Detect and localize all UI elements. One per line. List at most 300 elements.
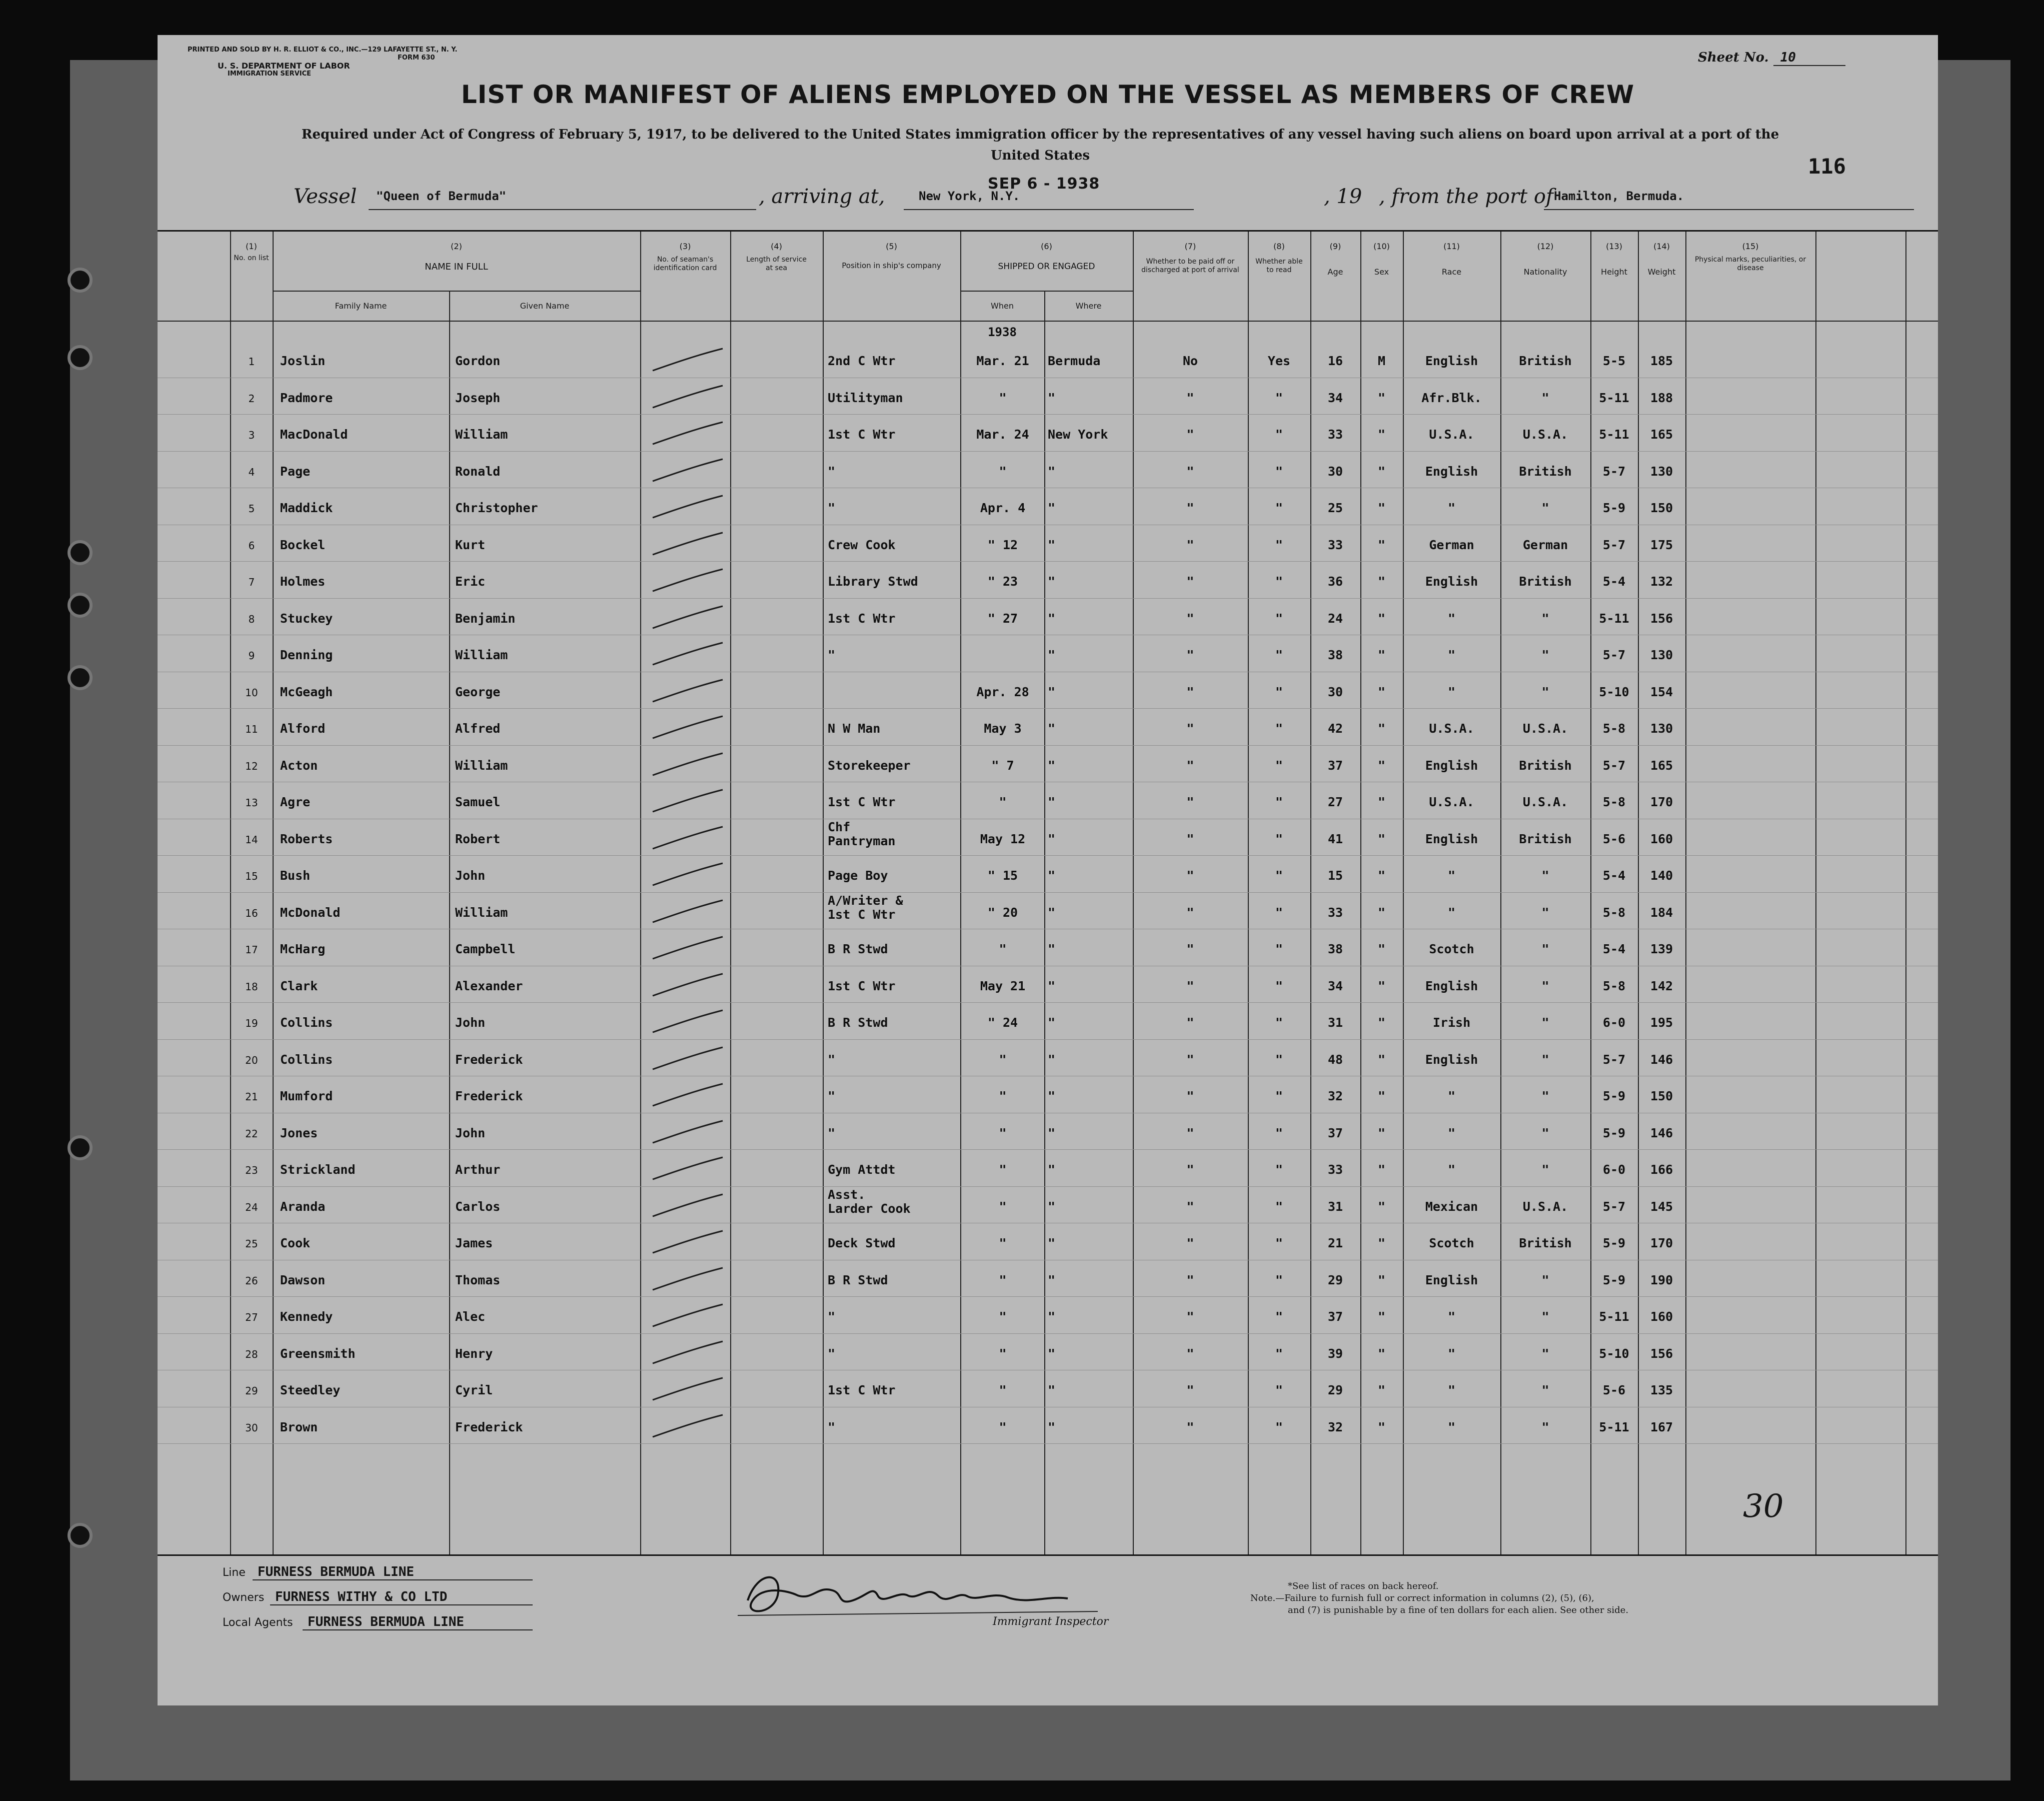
cell-weight: 140 bbox=[1650, 868, 1673, 883]
cell-nationality: U.S.A. bbox=[1522, 1199, 1568, 1214]
cell-age: 37 bbox=[1327, 758, 1343, 773]
year-label: , 19 bbox=[1324, 185, 1362, 208]
cell-position-continued: Pantryman bbox=[828, 833, 896, 848]
cell-family: Bockel bbox=[280, 537, 326, 552]
cell-age: 25 bbox=[1327, 501, 1343, 515]
cell-sex: " bbox=[1377, 868, 1386, 883]
cell-paid-off: " bbox=[1186, 1383, 1194, 1397]
cell-race: " bbox=[1447, 1125, 1456, 1140]
cell-race: " bbox=[1447, 684, 1456, 699]
row-number: 7 bbox=[248, 576, 255, 588]
row-number: 13 bbox=[245, 797, 258, 809]
cell-family: Brown bbox=[280, 1419, 318, 1434]
cell-height: 5-4 bbox=[1602, 942, 1626, 956]
cell-where: " bbox=[1048, 1199, 1056, 1214]
cell-nationality: " bbox=[1541, 611, 1549, 626]
cell-age: 39 bbox=[1327, 1346, 1343, 1361]
cell-sex: " bbox=[1377, 390, 1386, 405]
id-card-check-mark bbox=[645, 896, 730, 926]
cell-race: U.S.A. bbox=[1429, 427, 1474, 442]
cell-read: " bbox=[1275, 1272, 1283, 1287]
cell-read: " bbox=[1275, 1346, 1283, 1361]
races-note: *See list of races on back hereof. bbox=[1288, 1581, 1439, 1591]
cell-nationality: " bbox=[1541, 684, 1549, 699]
column-divider bbox=[1815, 232, 1816, 1554]
cell-given: Frederick bbox=[455, 1419, 523, 1434]
cell-when: " 20 bbox=[987, 905, 1018, 920]
cell-given: Thomas bbox=[455, 1272, 501, 1287]
cell-when: " bbox=[999, 1419, 1007, 1434]
crew-table bbox=[158, 230, 1938, 1556]
cell-given: Henry bbox=[455, 1346, 493, 1361]
cell-age: 48 bbox=[1327, 1052, 1343, 1067]
cell-when: " bbox=[999, 1052, 1007, 1067]
column-divider bbox=[640, 232, 641, 1554]
cell-family: Stuckey bbox=[280, 611, 333, 626]
cell-where: " bbox=[1048, 684, 1056, 699]
cell-position: 1st C Wtr bbox=[828, 1383, 896, 1397]
id-card-check-mark bbox=[645, 345, 730, 375]
cell-family: Joslin bbox=[280, 354, 326, 368]
cell-height: 5-11 bbox=[1599, 1309, 1629, 1324]
cell-when: " bbox=[999, 390, 1007, 405]
cell-position: 1st C Wtr bbox=[828, 427, 896, 442]
cell-given: Cyril bbox=[455, 1383, 493, 1397]
cell-weight: 184 bbox=[1650, 905, 1673, 920]
cell-race: " bbox=[1447, 1089, 1456, 1103]
cell-height: 5-7 bbox=[1602, 648, 1626, 662]
binder-hole bbox=[68, 540, 93, 565]
cell-age: 32 bbox=[1327, 1419, 1343, 1434]
cell-weight: 150 bbox=[1650, 501, 1673, 515]
cell-family: Collins bbox=[280, 1052, 333, 1067]
cell-nationality: U.S.A. bbox=[1522, 795, 1568, 809]
cell-when: " bbox=[999, 1089, 1007, 1103]
cell-position: Chf bbox=[828, 819, 851, 834]
cell-where: " bbox=[1048, 611, 1056, 626]
col-num-read: (8) bbox=[1273, 242, 1285, 251]
cell-weight: 130 bbox=[1650, 721, 1673, 736]
cell-height: 6-0 bbox=[1602, 1015, 1626, 1030]
cell-family: Collins bbox=[280, 1015, 333, 1030]
cell-when: " bbox=[999, 1199, 1007, 1214]
header-able-to-read: Whether able to read bbox=[1255, 258, 1303, 274]
cell-height: 6-0 bbox=[1602, 1162, 1626, 1177]
manifest-footer bbox=[158, 1555, 1938, 1685]
cell-where: " bbox=[1048, 868, 1056, 883]
cell-weight: 160 bbox=[1650, 831, 1673, 846]
year-note: 1938 bbox=[988, 325, 1017, 339]
cell-height: 5-7 bbox=[1602, 464, 1626, 479]
cell-read: " bbox=[1275, 1052, 1283, 1067]
cell-family: Strickland bbox=[280, 1162, 356, 1177]
cell-nationality: " bbox=[1541, 1125, 1549, 1140]
cell-weight: 190 bbox=[1650, 1272, 1673, 1287]
cell-when: " 23 bbox=[987, 574, 1018, 589]
name-subheader-divider bbox=[273, 291, 640, 292]
cell-read: " bbox=[1275, 942, 1283, 956]
cell-paid-off: " bbox=[1186, 390, 1194, 405]
cell-family: Bush bbox=[280, 868, 311, 883]
cell-nationality: U.S.A. bbox=[1522, 427, 1568, 442]
when-where-divider bbox=[1044, 291, 1045, 1554]
id-card-check-mark bbox=[645, 933, 730, 963]
id-card-check-mark bbox=[645, 1043, 730, 1073]
cell-race: " bbox=[1447, 1419, 1456, 1434]
cell-family: Roberts bbox=[280, 831, 333, 846]
header-family-name: Family Name bbox=[335, 301, 387, 311]
cell-nationality: " bbox=[1541, 1015, 1549, 1030]
cell-sex: " bbox=[1377, 611, 1386, 626]
cell-age: 37 bbox=[1327, 1125, 1343, 1140]
cell-age: 36 bbox=[1327, 574, 1343, 589]
total-count: 30 bbox=[1743, 1488, 1784, 1525]
vessel-line bbox=[294, 185, 1914, 213]
form-number: FORM 630 bbox=[398, 54, 435, 62]
header-race: Race bbox=[1441, 267, 1462, 277]
cell-when: " bbox=[999, 1162, 1007, 1177]
cell-position: B R Stwd bbox=[828, 942, 888, 956]
row-number: 19 bbox=[245, 1017, 258, 1029]
cell-position: " bbox=[828, 648, 836, 662]
cell-age: 16 bbox=[1327, 354, 1343, 368]
id-card-check-mark bbox=[645, 1374, 730, 1404]
cell-read: " bbox=[1275, 795, 1283, 809]
row-divider bbox=[158, 1443, 1938, 1444]
row-number: 8 bbox=[248, 613, 255, 625]
cell-read: " bbox=[1275, 758, 1283, 773]
cell-paid-off: No bbox=[1182, 354, 1198, 368]
cell-read: " bbox=[1275, 574, 1283, 589]
row-number: 6 bbox=[248, 539, 255, 552]
header-no-on-list: No. on list bbox=[234, 254, 269, 262]
cell-family: Denning bbox=[280, 648, 333, 662]
header-where: Where bbox=[1075, 301, 1102, 311]
cell-paid-off: " bbox=[1186, 1125, 1194, 1140]
cell-weight: 150 bbox=[1650, 1089, 1673, 1103]
cell-sex: " bbox=[1377, 684, 1386, 699]
cell-age: 34 bbox=[1327, 390, 1343, 405]
cell-nationality: " bbox=[1541, 978, 1549, 993]
binder-hole bbox=[68, 1523, 93, 1548]
cell-weight: 130 bbox=[1650, 648, 1673, 662]
cell-given: Robert bbox=[455, 831, 501, 846]
header-when: When bbox=[991, 301, 1014, 311]
cell-paid-off: " bbox=[1186, 1089, 1194, 1103]
cell-weight: 142 bbox=[1650, 978, 1673, 993]
cell-age: 29 bbox=[1327, 1272, 1343, 1287]
col-num-shipped: (6) bbox=[1041, 242, 1052, 251]
id-card-check-mark bbox=[645, 382, 730, 412]
cell-sex: " bbox=[1377, 1346, 1386, 1361]
cell-age: 32 bbox=[1327, 1089, 1343, 1103]
cell-given: Gordon bbox=[455, 354, 501, 368]
cell-read: " bbox=[1275, 464, 1283, 479]
binder-hole bbox=[68, 665, 93, 690]
cell-given: Campbell bbox=[455, 942, 516, 956]
cell-nationality: British bbox=[1519, 464, 1572, 479]
cell-where: " bbox=[1048, 721, 1056, 736]
row-number: 15 bbox=[245, 870, 258, 882]
cell-when: " bbox=[999, 1309, 1007, 1324]
cell-weight: 154 bbox=[1650, 684, 1673, 699]
cell-paid-off: " bbox=[1186, 795, 1194, 809]
cell-position: Gym Attdt bbox=[828, 1162, 896, 1177]
cell-height: 5-7 bbox=[1602, 1052, 1626, 1067]
col-num-sex: (10) bbox=[1373, 242, 1390, 251]
cell-sex: " bbox=[1377, 501, 1386, 515]
cell-position: Crew Cook bbox=[828, 537, 896, 552]
cell-race: U.S.A. bbox=[1429, 721, 1474, 736]
sheet-number-value: 10 bbox=[1773, 50, 1845, 66]
cell-paid-off: " bbox=[1186, 427, 1194, 442]
cell-weight: 195 bbox=[1650, 1015, 1673, 1030]
cell-race: Scotch bbox=[1429, 1236, 1474, 1250]
cell-where: " bbox=[1048, 1015, 1056, 1030]
from-port: Hamilton, Bermuda. bbox=[1554, 189, 1684, 203]
cell-family: Jones bbox=[280, 1125, 318, 1140]
cell-given: Ronald bbox=[455, 464, 501, 479]
row-number: 4 bbox=[248, 466, 255, 478]
cell-age: 33 bbox=[1327, 537, 1343, 552]
id-card-check-mark bbox=[645, 712, 730, 742]
cell-weight: 167 bbox=[1650, 1419, 1673, 1434]
cell-family: Kennedy bbox=[280, 1309, 333, 1324]
cell-family: Clark bbox=[280, 978, 318, 993]
cell-paid-off: " bbox=[1186, 648, 1194, 662]
cell-paid-off: " bbox=[1186, 942, 1194, 956]
id-card-check-mark bbox=[645, 1190, 730, 1220]
cell-age: 24 bbox=[1327, 611, 1343, 626]
cell-given: William bbox=[455, 648, 508, 662]
cell-read: " bbox=[1275, 868, 1283, 883]
row-number: 12 bbox=[245, 760, 258, 772]
cell-where: " bbox=[1048, 464, 1056, 479]
cell-position: " bbox=[828, 464, 836, 479]
cell-given: Arthur bbox=[455, 1162, 501, 1177]
id-card-check-mark bbox=[645, 1411, 730, 1441]
column-divider bbox=[1685, 232, 1686, 1554]
cell-read: " bbox=[1275, 1162, 1283, 1177]
cell-position: " bbox=[828, 1309, 836, 1324]
cell-paid-off: " bbox=[1186, 1236, 1194, 1250]
id-card-check-mark bbox=[645, 1006, 730, 1036]
column-divider bbox=[730, 232, 731, 1554]
line-label: Line bbox=[223, 1566, 246, 1579]
cell-sex: " bbox=[1377, 721, 1386, 736]
cell-paid-off: " bbox=[1186, 905, 1194, 920]
cell-when: " bbox=[999, 1383, 1007, 1397]
cell-height: 5-6 bbox=[1602, 1383, 1626, 1397]
cell-when: " 12 bbox=[987, 537, 1018, 552]
cell-sex: " bbox=[1377, 1383, 1386, 1397]
id-card-check-mark bbox=[645, 1337, 730, 1367]
cell-weight: 185 bbox=[1650, 354, 1673, 368]
cell-position: Deck Stwd bbox=[828, 1236, 896, 1250]
cell-position-continued: Larder Cook bbox=[828, 1201, 911, 1216]
cell-read: " bbox=[1275, 1309, 1283, 1324]
column-divider bbox=[823, 232, 824, 1554]
cell-read: " bbox=[1275, 831, 1283, 846]
cell-height: 5-4 bbox=[1602, 868, 1626, 883]
row-number: 30 bbox=[245, 1421, 258, 1434]
cell-sex: " bbox=[1377, 1309, 1386, 1324]
cell-sex: " bbox=[1377, 978, 1386, 993]
row-number: 17 bbox=[245, 944, 258, 956]
row-number: 27 bbox=[245, 1311, 258, 1323]
cell-where: " bbox=[1048, 758, 1056, 773]
cell-nationality: " bbox=[1541, 1272, 1549, 1287]
cell-where: " bbox=[1048, 831, 1056, 846]
header-name-in-full: NAME IN FULL bbox=[425, 262, 488, 272]
cell-given: Eric bbox=[455, 574, 486, 589]
cell-race: English bbox=[1425, 831, 1478, 846]
cell-height: 5-9 bbox=[1602, 1272, 1626, 1287]
cell-position: Storekeeper bbox=[828, 758, 911, 773]
col-num-name: (2) bbox=[451, 242, 462, 251]
col-num-position: (5) bbox=[886, 242, 897, 251]
cell-height: 5-8 bbox=[1602, 795, 1626, 809]
cell-nationality: " bbox=[1541, 1162, 1549, 1177]
cell-paid-off: " bbox=[1186, 868, 1194, 883]
cell-when: Mar. 21 bbox=[976, 354, 1029, 368]
cell-given: William bbox=[455, 905, 508, 920]
cell-given: Alec bbox=[455, 1309, 486, 1324]
cell-paid-off: " bbox=[1186, 1015, 1194, 1030]
cell-age: 34 bbox=[1327, 978, 1343, 993]
cell-read: " bbox=[1275, 537, 1283, 552]
cell-where: " bbox=[1048, 1125, 1056, 1140]
cell-where: " bbox=[1048, 1346, 1056, 1361]
cell-nationality: " bbox=[1541, 905, 1549, 920]
cell-where: " bbox=[1048, 574, 1056, 589]
cell-height: 5-9 bbox=[1602, 1236, 1626, 1250]
cell-when: May 12 bbox=[980, 831, 1026, 846]
cell-given: William bbox=[455, 427, 508, 442]
row-number: 20 bbox=[245, 1054, 258, 1066]
cell-when: Apr. 4 bbox=[980, 501, 1026, 515]
shipped-subheader-divider bbox=[960, 291, 1133, 292]
from-port-underline bbox=[1544, 209, 1914, 210]
id-card-check-mark bbox=[645, 970, 730, 1000]
col-num-race: (11) bbox=[1443, 242, 1460, 251]
cell-family: Aranda bbox=[280, 1199, 326, 1214]
cell-family: Holmes bbox=[280, 574, 326, 589]
cell-position: Page Boy bbox=[828, 868, 888, 883]
line-value: FURNESS BERMUDA LINE bbox=[253, 1564, 533, 1580]
cell-family: Dawson bbox=[280, 1272, 326, 1287]
cell-where: " bbox=[1048, 1089, 1056, 1103]
row-number: 3 bbox=[248, 429, 255, 441]
cell-sex: " bbox=[1377, 1089, 1386, 1103]
cell-nationality: British bbox=[1519, 831, 1572, 846]
cell-given: Joseph bbox=[455, 390, 501, 405]
cell-weight: 156 bbox=[1650, 1346, 1673, 1361]
cell-family: Cook bbox=[280, 1236, 311, 1250]
cell-age: 33 bbox=[1327, 427, 1343, 442]
cell-read: " bbox=[1275, 721, 1283, 736]
local-agents-value: FURNESS BERMUDA LINE bbox=[303, 1614, 533, 1630]
id-card-check-mark bbox=[645, 749, 730, 779]
cell-paid-off: " bbox=[1186, 831, 1194, 846]
cell-position: " bbox=[828, 1346, 836, 1361]
cell-sex: " bbox=[1377, 1125, 1386, 1140]
cell-height: 5-10 bbox=[1599, 1346, 1629, 1361]
cell-when: " 7 bbox=[991, 758, 1014, 773]
inspector-signature bbox=[728, 1565, 1118, 1620]
row-divider bbox=[158, 1149, 1938, 1150]
cell-race: Irish bbox=[1432, 1015, 1471, 1030]
cell-read: " bbox=[1275, 978, 1283, 993]
row-divider bbox=[158, 1002, 1938, 1003]
cell-height: 5-9 bbox=[1602, 1125, 1626, 1140]
cell-given: Alfred bbox=[455, 721, 501, 736]
cell-where: " bbox=[1048, 905, 1056, 920]
cell-nationality: German bbox=[1522, 537, 1568, 552]
cell-nationality: " bbox=[1541, 501, 1549, 515]
cell-where: " bbox=[1048, 501, 1056, 515]
binder-hole bbox=[68, 1135, 93, 1160]
id-card-check-mark bbox=[645, 1300, 730, 1330]
cell-read: Yes bbox=[1267, 354, 1291, 368]
cell-where: " bbox=[1048, 1309, 1056, 1324]
cell-weight: 146 bbox=[1650, 1052, 1673, 1067]
row-number: 28 bbox=[245, 1348, 258, 1360]
cell-nationality: " bbox=[1541, 1089, 1549, 1103]
cell-height: 5-11 bbox=[1599, 427, 1629, 442]
id-card-check-mark bbox=[645, 565, 730, 595]
manifest-sheet bbox=[158, 35, 1938, 1705]
cell-position: " bbox=[828, 1052, 836, 1067]
cell-read: " bbox=[1275, 648, 1283, 662]
cell-read: " bbox=[1275, 1015, 1283, 1030]
cell-sex: " bbox=[1377, 942, 1386, 956]
id-card-check-mark bbox=[645, 418, 730, 448]
cell-weight: 132 bbox=[1650, 574, 1673, 589]
header-physical-marks: Physical marks, peculiarities, or disease bbox=[1694, 256, 1806, 272]
cell-age: 38 bbox=[1327, 942, 1343, 956]
printer-imprint bbox=[188, 46, 457, 78]
cell-weight: 188 bbox=[1650, 390, 1673, 405]
col-num-paid-off: (7) bbox=[1184, 242, 1196, 251]
header-divider bbox=[158, 321, 1938, 322]
id-card-check-mark bbox=[645, 1264, 730, 1294]
cell-read: " bbox=[1275, 1089, 1283, 1103]
cell-given: Frederick bbox=[455, 1052, 523, 1067]
arriving-port: New York, N.Y. bbox=[919, 189, 1020, 203]
header-nationality: Nationality bbox=[1523, 267, 1567, 277]
cell-given: James bbox=[455, 1236, 493, 1250]
penalty-note-1: Note.—Failure to furnish full or correct information in columns (2), (5), (6), bbox=[1250, 1593, 1594, 1603]
cell-race: English bbox=[1425, 1052, 1478, 1067]
cell-race: English bbox=[1425, 354, 1478, 368]
cell-sex: " bbox=[1377, 537, 1386, 552]
id-card-check-mark bbox=[645, 676, 730, 706]
cell-where: " bbox=[1048, 1162, 1056, 1177]
printer-line: PRINTED AND SOLD BY H. R. ELLIOT & CO., INC.—129 LAFAYETTE ST., N. Y. bbox=[188, 46, 458, 54]
cell-where: New York bbox=[1048, 427, 1108, 442]
cell-family: Mumford bbox=[280, 1089, 333, 1103]
cell-given: John bbox=[455, 1015, 486, 1030]
col-num-weight: (14) bbox=[1653, 242, 1670, 251]
cell-given: Samuel bbox=[455, 795, 501, 809]
cell-race: English bbox=[1425, 758, 1478, 773]
cell-height: 5-7 bbox=[1602, 1199, 1626, 1214]
cell-paid-off: " bbox=[1186, 537, 1194, 552]
header-given-name: Given Name bbox=[520, 301, 570, 311]
cell-age: 38 bbox=[1327, 648, 1343, 662]
cell-paid-off: " bbox=[1186, 574, 1194, 589]
